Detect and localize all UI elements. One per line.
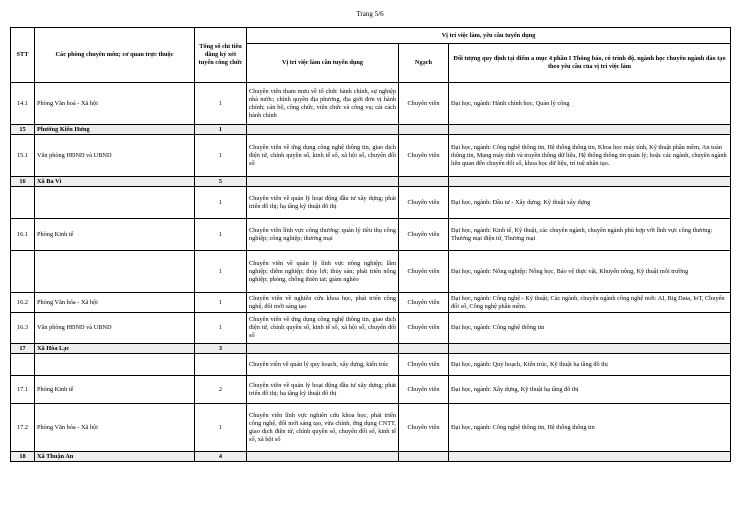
header-grade: Ngạch xyxy=(399,44,449,83)
table-row xyxy=(11,187,731,219)
cell-quota: 1 xyxy=(195,251,247,293)
cell-unit: Phòng Kinh tế xyxy=(35,376,195,404)
cell-position: Chuyên viên về quản lý hoạt động đầu tư xây dựng; phát triển đô thị; hạ tầng kỹ thuật đô thị xyxy=(247,376,399,404)
cell-position: Chuyên viên về ứng dụng công nghệ thông tin, giao dịch điện tử, chính quyền số, kinh tế số, xã hội số, chuyển đổi số xyxy=(247,313,399,344)
cell-unit: Văn phòng HĐND và UBND xyxy=(35,135,195,177)
cell-requirement: Đại học, ngành: Xây dựng, Kỹ thuật hạ tầng đô thị xyxy=(449,376,731,404)
cell-unit: Phường Kiến Hưng xyxy=(35,125,195,135)
table-group-row xyxy=(11,177,731,187)
cell-requirement: Đại học, ngành: Quy hoạch, Kiến trúc, Kỹ thuật hạ tầng đô thị xyxy=(449,354,731,376)
cell-quota: 4 xyxy=(195,452,247,462)
cell-unit: Phòng Văn hóa - Xã hội xyxy=(35,293,195,313)
table-row xyxy=(11,404,731,452)
cell-empty xyxy=(247,344,399,354)
cell-position: Chuyên viên tham mưu về tổ chức hành chính, sự nghiệp nhà nước; chính quyền địa phương, địa giới đơn vị hành chính; cán bộ, công chức, viên chức và công vụ; cải cách hành chính xyxy=(247,83,399,125)
cell-requirement: Đại học, ngành: Nông nghiệp: Nông học, Bảo vệ thực vật, Khuyến nông, Kỹ thuật môi trường xyxy=(449,251,731,293)
cell-empty xyxy=(399,177,449,187)
cell-stt: 16 xyxy=(11,177,35,187)
cell-requirement: Đại học, ngành: Công nghệ thông tin, Hệ thống thông tin, Khoa học máy tính, Kỹ thuật phần mềm, An toàn thông tin, Mạng máy tính và truyền thông dữ liệu, Hệ thống thông tin quản lý; hoặc các ngành, chuyên ngành liên quan đến chuyển đổi số, khoa học dữ liệu, trí tuệ nhân tạo. xyxy=(449,135,731,177)
cell-stt xyxy=(11,251,35,293)
cell-requirement: Đại học, ngành: Công nghệ - Kỹ thuật; Các ngành, chuyên ngành công nghệ mới: AI, Big Data, IoT, Chuyển đổi số, Công nghệ phần mềm. xyxy=(449,293,731,313)
cell-unit: Xã Hòa Lạc xyxy=(35,344,195,354)
cell-quota: 1 xyxy=(195,219,247,251)
cell-unit: Phòng Văn hóa - Xã hội xyxy=(35,404,195,452)
cell-grade: Chuyên viên xyxy=(399,83,449,125)
table-row xyxy=(11,376,731,404)
cell-unit xyxy=(35,251,195,293)
cell-quota xyxy=(195,354,247,376)
table-row xyxy=(11,251,731,293)
cell-quota: 1 xyxy=(195,404,247,452)
table-group-row xyxy=(11,452,731,462)
cell-position: Chuyên viên về quản lý hoạt động đầu tư xây dựng; phát triển đô thị; hạ tầng kỹ thuật đô thị xyxy=(247,187,399,219)
cell-unit: Phòng Kinh tế xyxy=(35,219,195,251)
table-row xyxy=(11,313,731,344)
table-row xyxy=(11,293,731,313)
cell-requirement: Đại học, ngành: Công nghệ thông tin, Hệ thống thông tin xyxy=(449,404,731,452)
recruitment-table xyxy=(10,27,731,462)
header-requirement: Đối tượng quy định tại điểm a mục 4 phần I Thông báo, có trình độ, ngành học chuyên ngành đào tạo theo yêu cầu của vị trí việc làm xyxy=(449,44,731,83)
cell-stt: 16.1 xyxy=(11,219,35,251)
cell-grade: Chuyên viên xyxy=(399,376,449,404)
cell-grade: Chuyên viên xyxy=(399,404,449,452)
cell-requirement: Đại học, ngành: Kinh tế, Kỹ thuật, các chuyên ngành, chuyên ngành phù hợp với lĩnh vực công thương: Thương mại điện tử, Thương mại xyxy=(449,219,731,251)
cell-grade: Chuyên viên xyxy=(399,187,449,219)
cell-empty xyxy=(449,452,731,462)
cell-position: Chuyên viên về quản lý lĩnh vực nông nghiệp; lâm nghiệp; diêm nghiệp; thủy lợi; thủy sản; phát triển nông nghiệp; phòng, chống thiên tai; giảm nghèo xyxy=(247,251,399,293)
table-group-row xyxy=(11,344,731,354)
table-body xyxy=(11,83,731,462)
cell-unit: Văn phòng HĐND và UBND xyxy=(35,313,195,344)
cell-grade: Chuyên viên xyxy=(399,313,449,344)
cell-empty xyxy=(399,344,449,354)
page-label: Trang 5/6 xyxy=(356,10,384,18)
header-job-group: Vị trí việc làm, yêu cầu tuyển dụng xyxy=(247,28,731,44)
table-row xyxy=(11,83,731,125)
cell-unit xyxy=(35,354,195,376)
cell-grade: Chuyên viên xyxy=(399,251,449,293)
cell-quota: 3 xyxy=(195,344,247,354)
cell-empty xyxy=(449,177,731,187)
header-position: Vị trí việc làm cần tuyển dụng xyxy=(247,44,399,83)
cell-quota: 1 xyxy=(195,135,247,177)
header-quota: Tổng số chỉ tiêu đăng ký xét tuyển công chức xyxy=(195,28,247,83)
cell-empty xyxy=(399,452,449,462)
cell-unit: Xã Ba Vì xyxy=(35,177,195,187)
cell-quota: 1 xyxy=(195,313,247,344)
cell-stt: 18 xyxy=(11,452,35,462)
cell-quota: 1 xyxy=(195,187,247,219)
cell-stt: 16.2 xyxy=(11,293,35,313)
cell-stt: 16.3 xyxy=(11,313,35,344)
table-row xyxy=(11,219,731,251)
cell-unit: Xã Thuận An xyxy=(35,452,195,462)
table-group-row xyxy=(11,125,731,135)
cell-stt: 17.2 xyxy=(11,404,35,452)
cell-empty xyxy=(399,125,449,135)
header-stt: STT xyxy=(11,28,35,83)
cell-empty xyxy=(449,344,731,354)
cell-quota: 5 xyxy=(195,177,247,187)
cell-quota: 1 xyxy=(195,125,247,135)
cell-unit: Phòng Văn hoá - Xã hội xyxy=(35,83,195,125)
cell-empty xyxy=(247,177,399,187)
cell-position: Chuyên viên lĩnh vực nghiên cứu khoa học, phát triển công nghệ, đổi mới sáng tạo, vừa chính, ứng dụng CNTT, giao dịch điện tử, chính quyền số, chuyển đổi số, kinh tế số, xã hội số xyxy=(247,404,399,452)
cell-grade: Chuyên viên xyxy=(399,135,449,177)
cell-empty xyxy=(449,125,731,135)
cell-grade: Chuyên viên xyxy=(399,293,449,313)
cell-stt: 17 xyxy=(11,344,35,354)
cell-stt: 17.1 xyxy=(11,376,35,404)
table-row xyxy=(11,135,731,177)
cell-requirement: Đại học, ngành: Hành chính học, Quản lý công xyxy=(449,83,731,125)
cell-quota: 1 xyxy=(195,293,247,313)
cell-position: Chuyên viên lĩnh vực công thương: quản lý tiêu thụ công nghiệp; công nghiệp; thương mại xyxy=(247,219,399,251)
cell-quota: 2 xyxy=(195,376,247,404)
cell-position: Chuyên viên về ứng dụng công nghệ thông tin, giao dịch điện tử, chính quyền số, kinh tế số, xã hội số, chuyển đổi số xyxy=(247,135,399,177)
cell-position: Chuyên viên về quản lý quy hoạch, xây dựng, kiến trúc xyxy=(247,354,399,376)
cell-stt: 15 xyxy=(11,125,35,135)
cell-stt xyxy=(11,354,35,376)
cell-empty xyxy=(247,125,399,135)
cell-grade: Chuyên viên xyxy=(399,354,449,376)
cell-position: Chuyên viên về nghiên cứu khoa học, phát triển công nghệ, đổi mới sáng tạo xyxy=(247,293,399,313)
table-row xyxy=(11,354,731,376)
cell-stt: 14.1 xyxy=(11,83,35,125)
cell-unit xyxy=(35,187,195,219)
header-unit: Các phòng chuyên môn; cơ quan trực thuộc xyxy=(35,28,195,83)
cell-requirement: Đại học, ngành: Đầu tư - Xây dựng; Kỹ thuật xây dựng xyxy=(449,187,731,219)
cell-requirement: Đại học, ngành: Công nghệ thông tin xyxy=(449,313,731,344)
cell-grade: Chuyên viên xyxy=(399,219,449,251)
cell-stt: 15.1 xyxy=(11,135,35,177)
cell-quota: 1 xyxy=(195,83,247,125)
cell-empty xyxy=(247,452,399,462)
cell-stt xyxy=(11,187,35,219)
